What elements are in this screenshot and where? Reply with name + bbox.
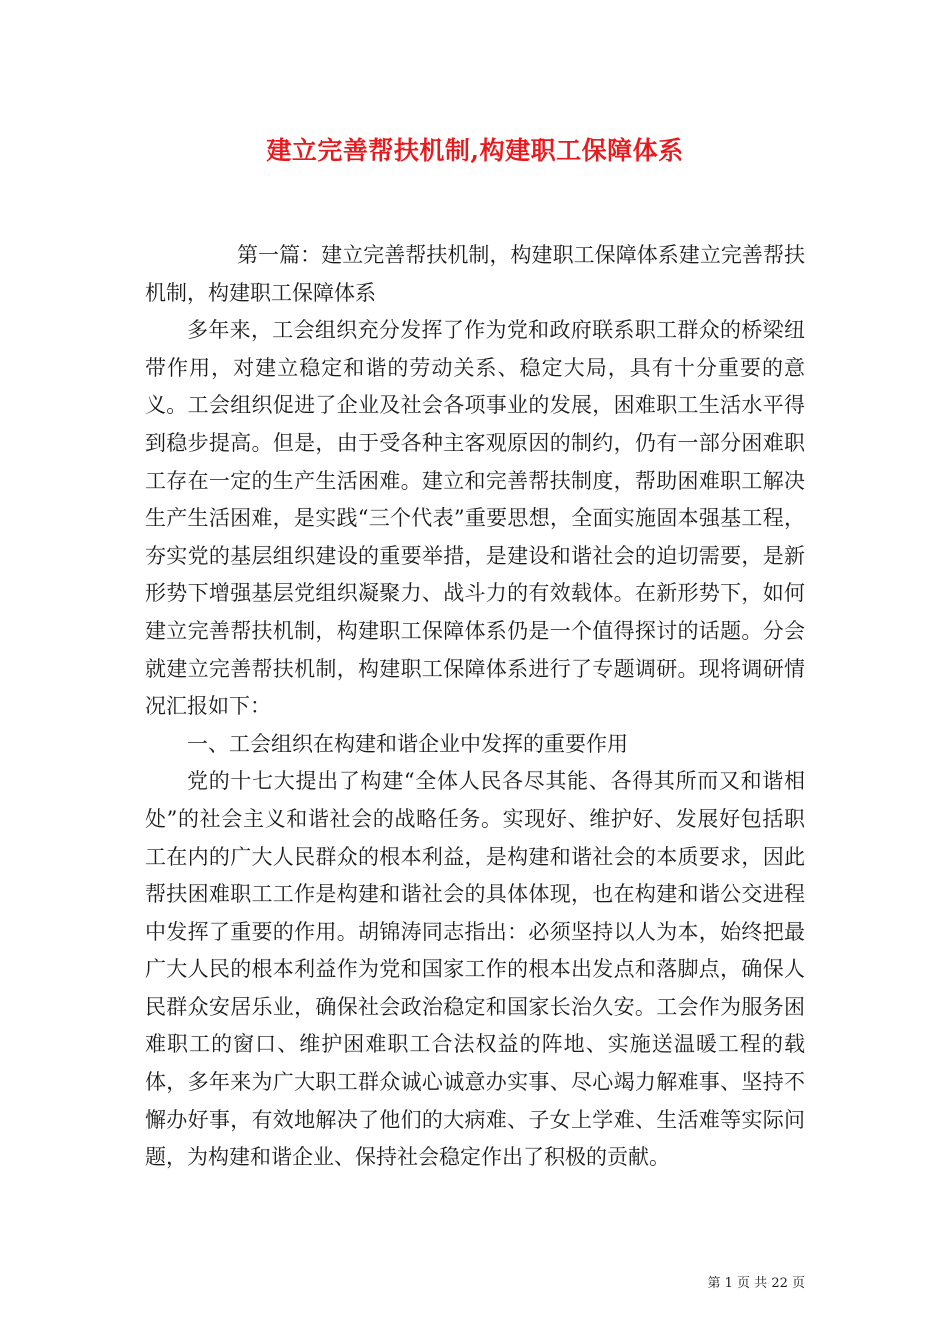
document-title: 建立完善帮扶机制,构建职工保障体系 xyxy=(266,136,684,165)
paragraph-section-1: 党的十七大提出了构建“全体人民各尽其能、各得其所而又和谐相处”的社会主义和谐社会的战略任务。实现好、维护好、发展好包括职工在内的广大人民群众的根本利益，是构建和谐社会的本质要求，因此帮扶困难职工工作是构建和谐社会的具体体现，也在构建和谐公交进程中发挥了重要的作用。胡锦涛同志指出：必须坚持以人为本，始终把最广大人民的根本利益作为党和国家工作的根本出发点和落脚点，确保人民群众安居乐业，确保社会政治稳定和国家长治久安。工会作为服务困难职工的窗口、维护困难职工合法权益的阵地、实施送温暖工程的载体，多年来为广大职工群众诚心诚意办实事、尽心竭力解难事、坚持不懈办好事，有效地解决了他们的大病难、子女上学难、生活难等实际问题，为构建和谐企业、保持社会稳定作出了积极的贡献。 xyxy=(145,769,805,1170)
document-body xyxy=(145,237,805,1177)
section-heading: 一、工会组织在构建和谐企业中发挥的重要作用 xyxy=(187,731,628,756)
page-number: 第 1 页 共 22 页 xyxy=(707,1276,805,1291)
paragraph-overview: 多年来，工会组织充分发挥了作为党和政府联系职工群众的桥梁纽带作用，对建立稳定和谐的劳动关系、稳定大局，具有十分重要的意义。工会组织促进了企业及社会各项事业的发展，困难职工生活水平得到稳步提高。但是，由于受各种主客观原因的制约，仍有一部分困难职工存在一定的生产生活困难。建立和完善帮扶制度，帮助困难职工解决生产生活困难，是实践“三个代表”重要思想，全面实施固本强基工程，夯实党的基层组织建设的重要举措，是建设和谐社会的迫切需要，是新形势下增强基层党组织凝聚力、战斗力的有效载体。在新形势下，如何建立完善帮扶机制，构建职工保障体系仍是一个值得探讨的话题。分会就建立完善帮扶机制，构建职工保障体系进行了专题调研。现将调研情况汇报如下： xyxy=(145,318,805,719)
paragraph-intro: 第一篇：建立完善帮扶机制，构建职工保障体系建立完善帮扶机制，构建职工保障体系 xyxy=(145,243,805,305)
